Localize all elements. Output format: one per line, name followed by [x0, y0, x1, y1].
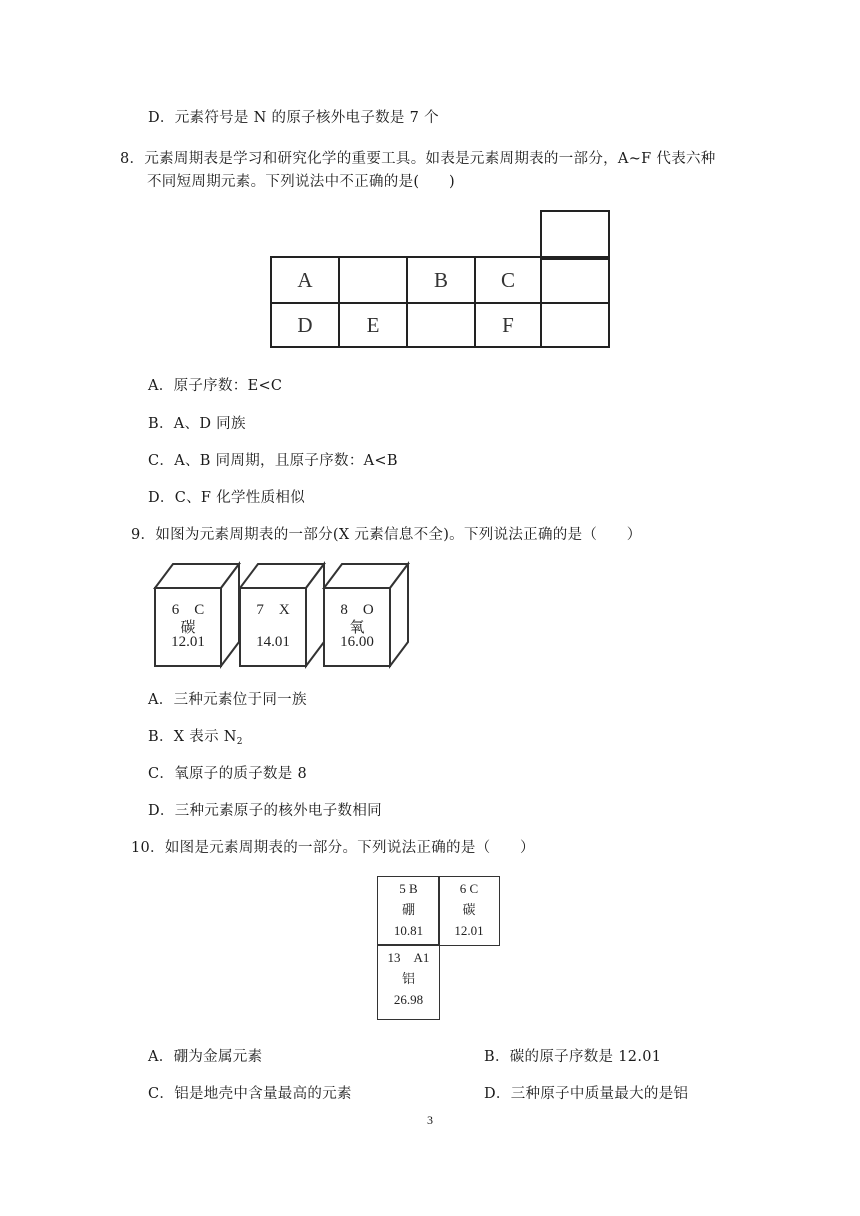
q10-option-d: D．三种原子中质量最大的是铝	[484, 1086, 689, 1102]
element-mass: 26.98	[393, 992, 424, 1007]
q9-option-a: A．三种元素位于同一族	[148, 692, 307, 708]
q8-stem-line2: 不同短周期元素。下列说法中不正确的是( )	[147, 174, 455, 190]
table-cell-d: D	[270, 302, 340, 348]
element-name: 铝	[401, 971, 415, 986]
table-cell-b: B	[406, 256, 476, 304]
q8-stem-line1: 8．元素周期表是学习和研究化学的重要工具。如表是元素周期表的一部分，A~F 代表六种	[120, 151, 716, 167]
q10-option-b: B．碳的原子序数是 12.01	[484, 1049, 662, 1065]
element-mass: 10.81	[393, 923, 424, 938]
table-cell-f: F	[474, 302, 542, 348]
q9-stem: 9．如图为元素周期表的一部分(X 元素信息不全)。下列说法正确的是（ ）	[131, 527, 642, 543]
element-mass: 16.00	[340, 634, 374, 650]
q10-option-c: C．铝是地壳中含量最高的元素	[148, 1086, 352, 1102]
q10-stem: 10．如图是元素周期表的一部分。下列说法正确的是（ ）	[131, 840, 535, 856]
element-cell-carbon	[438, 876, 500, 946]
element-name: 碳	[180, 620, 196, 636]
element-name: 氧	[349, 620, 365, 636]
table-cell-top-right	[540, 210, 610, 260]
q9-option-b	[148, 725, 243, 747]
element-cell-aluminum	[377, 944, 440, 1020]
element-box-oxygen	[322, 560, 412, 670]
element-number-symbol: 8 O	[340, 602, 374, 618]
element-mass: 14.01	[256, 634, 290, 650]
q9-option-d: D．三种元素原子的核外电子数相同	[148, 803, 382, 819]
q8-option-a: A．原子序数：E<C	[148, 378, 283, 394]
element-number-symbol: 13 A1	[387, 950, 430, 965]
element-box-x	[238, 560, 328, 670]
table-cell-c: C	[474, 256, 542, 304]
element-number-symbol: 5 B	[399, 881, 418, 896]
q9-option-c: C．氧原子的质子数是 8	[148, 766, 308, 782]
table-cell-a: A	[270, 256, 340, 304]
element-cell-boron	[377, 876, 440, 946]
table-cell	[338, 256, 408, 304]
q8-option-b: B．A、D 同族	[148, 416, 246, 432]
q8-option-c: C．A、B 同周期，且原子序数：A<B	[148, 453, 398, 469]
element-number-symbol: 7 X	[256, 602, 290, 618]
table-cell	[406, 302, 476, 348]
element-name: 硼	[401, 902, 415, 917]
page-number: 3	[427, 1113, 433, 1127]
q7-option-d: D．元素符号是 N 的原子核外电子数是 7 个	[148, 110, 439, 126]
element-mass: 12.01	[454, 923, 484, 938]
element-mass: 12.01	[171, 634, 205, 650]
q10-option-a: A．硼为金属元素	[148, 1049, 263, 1065]
element-box-carbon	[153, 560, 243, 670]
q9-option-b-subscript: 2	[236, 737, 243, 747]
table-cell-e: E	[338, 302, 408, 348]
element-name: 碳	[462, 902, 476, 917]
table-cell	[540, 256, 610, 304]
q8-option-d: D．C、F 化学性质相似	[148, 490, 305, 506]
element-number-symbol: 6 C	[459, 881, 479, 896]
table-cell	[540, 302, 610, 348]
q8-periodic-table	[270, 210, 610, 348]
element-number-symbol: 6 C	[171, 602, 205, 618]
q9-option-b-text: B．X 表示 N	[148, 729, 237, 745]
